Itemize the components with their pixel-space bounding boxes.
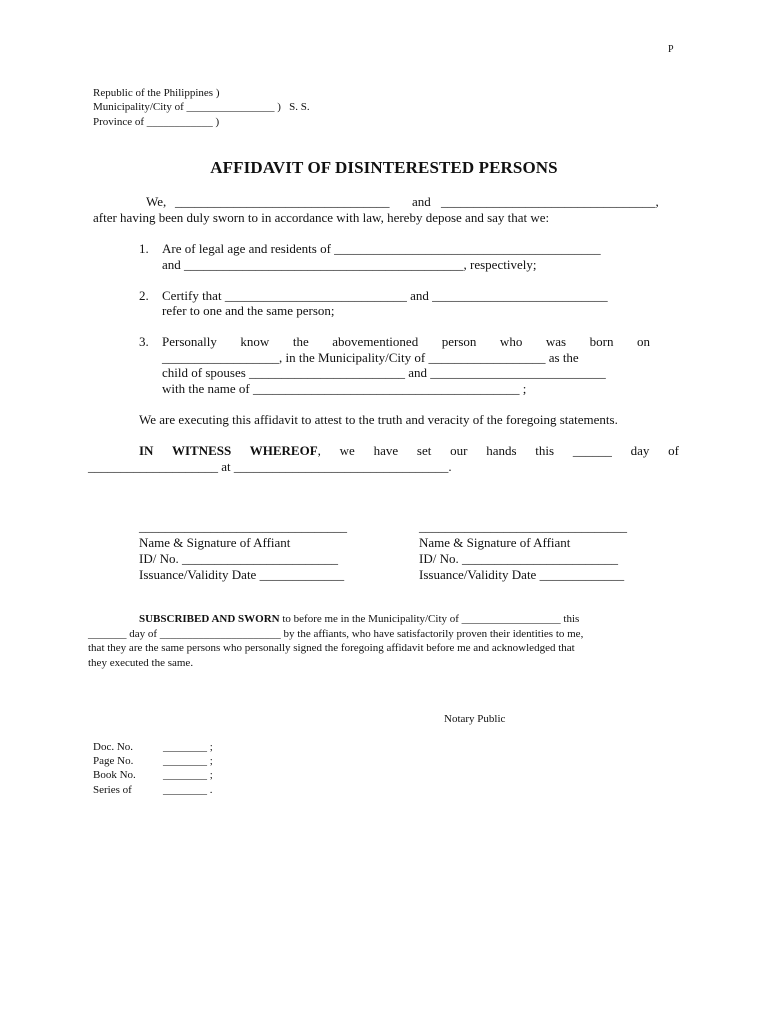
item-3-line-1: Personally know the abovementioned person who was born on: [162, 334, 650, 349]
statement-paragraph: We are executing this affidavit to attest to the truth and veracity of the foregoing statements.: [139, 412, 618, 427]
page-no-label: Page No.: [93, 755, 134, 767]
jurat-line-1: [139, 613, 579, 626]
intro-and: and: [412, 194, 431, 209]
witness-heading-spacer: IN WITNESS WHEREOF: [139, 443, 318, 458]
witness-line-2: ____________________ at _________________________________.: [88, 459, 452, 474]
intro-blank-2: _________________________________,: [441, 194, 659, 209]
affiant-1-signature-line: ________________________________: [139, 519, 347, 534]
book-no-label: Book No.: [93, 769, 136, 781]
jurat-heading: SUBSCRIBED AND SWORN: [139, 613, 280, 625]
book-no-value: ________ ;: [163, 769, 213, 781]
item-2-line-1: Certify that ____________________________ and ___________________________: [162, 288, 608, 303]
intro-blank-1: _________________________________: [175, 194, 390, 209]
item-3-line-3: child of spouses ________________________ and ___________________________: [162, 365, 606, 380]
notary-public-label: Notary Public: [444, 713, 506, 725]
doc-no-value: ________ ;: [163, 741, 213, 753]
witness-rest: , we have set our hands this ______ day of: [317, 443, 679, 458]
affiant-2-signature-line: ________________________________: [419, 519, 627, 534]
page-marker: P: [668, 44, 674, 55]
intro-deposition: after having been duly sworn to in accordance with law, hereby depose and say that we:: [93, 210, 550, 225]
affiant-2-name-label: Name & Signature of Affiant: [419, 535, 571, 550]
witness-line-1-wrap: [139, 443, 679, 458]
item-2-number: 2.: [139, 288, 149, 303]
jurat-line-4: they executed the same.: [88, 657, 194, 669]
item-1-line-2: and ___________________________________________, respectively;: [162, 257, 537, 272]
item-3-line-2: __________________, in the Municipality/City of __________________ as the: [162, 350, 579, 365]
jurat-line-2: _______ day of ______________________ by the affiants, who have satisfactorily proven their identities to me,: [88, 628, 584, 640]
venue-province: Province of ____________ ): [93, 116, 220, 128]
jurat-line-1-rest: to before me in the Municipality/City of __________________ this: [279, 613, 580, 625]
item-2-line-2: refer to one and the same person;: [162, 303, 335, 318]
document-title: AFFIDAVIT OF DISINTERESTED PERSONS: [210, 158, 558, 177]
affiant-1-issuance-line: Issuance/Validity Date _____________: [139, 567, 345, 582]
series-of-value: ________ .: [163, 784, 213, 796]
venue-republic: Republic of the Philippines ): [93, 87, 220, 99]
affiant-1-id-line: ID/ No. ________________________: [139, 551, 338, 566]
doc-no-label: Doc. No.: [93, 741, 134, 753]
intro-we: We,: [146, 194, 167, 209]
venue-municipality: Municipality/City of ________________ ) S. S.: [93, 101, 310, 113]
affiant-2-issuance-line: Issuance/Validity Date _____________: [419, 567, 625, 582]
affiant-2-id-line: ID/ No. ________________________: [419, 551, 618, 566]
item-1-number: 1.: [139, 241, 149, 256]
series-of-label: Series of: [93, 784, 132, 796]
jurat-line-3: that they are the same persons who personally signed the foregoing affidavit before me and acknowledged that: [88, 642, 575, 654]
page-no-value: ________ ;: [163, 755, 213, 767]
item-3-line-4: with the name of _________________________________________ ;: [162, 381, 527, 396]
affiant-1-name-label: Name & Signature of Affiant: [139, 535, 291, 550]
item-1-line-1: Are of legal age and residents of _________________________________________: [162, 241, 601, 256]
item-3-number: 3.: [139, 334, 149, 349]
